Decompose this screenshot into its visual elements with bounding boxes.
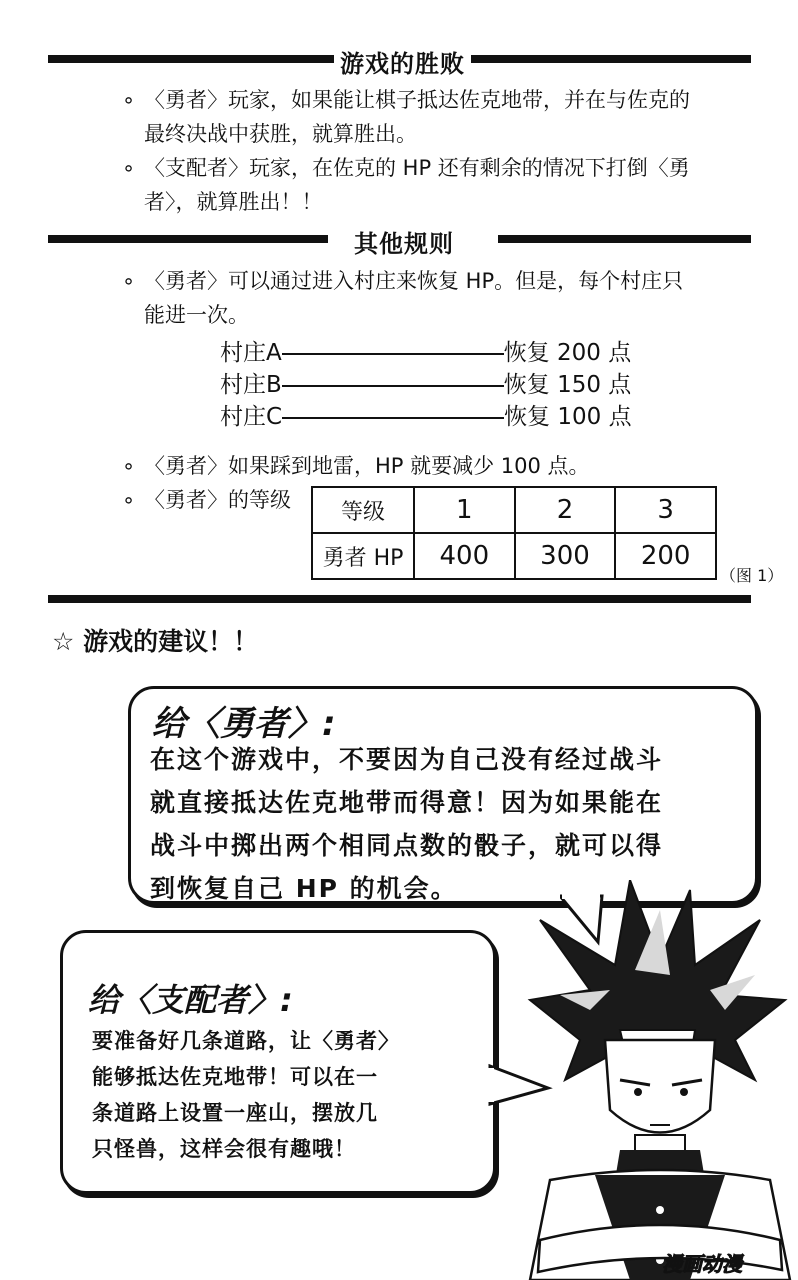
section-title-win-lose: 游戏的胜败 xyxy=(334,44,471,79)
bubble-line: 要准备好几条道路，让〈勇者〉 xyxy=(92,1029,400,1053)
table-cell: 等级 xyxy=(312,487,414,533)
bubble-title: 给〈支配者〉: xyxy=(88,981,293,1019)
table-cell: 勇者 HP xyxy=(312,533,414,579)
section-divider xyxy=(48,235,328,243)
leader-line xyxy=(282,353,504,355)
village-row: 村庄C 恢复 100 点 xyxy=(220,404,632,430)
table-cell: 3 xyxy=(615,487,716,533)
section-title-other-rules: 其他规则 xyxy=(348,224,460,259)
table-row xyxy=(312,487,716,533)
leader-line xyxy=(282,417,504,419)
bubble-line: 条道路上设置一座山，摆放几 xyxy=(92,1101,378,1125)
advice-heading: ☆ 游戏的建议！！ xyxy=(52,627,259,656)
table-cell: 1 xyxy=(414,487,515,533)
table-cell: 300 xyxy=(515,533,616,579)
rule-bullet: ∘ 〈支配者〉玩家，在佐克的 HP 还有剩余的情况下打倒〈勇 xyxy=(122,152,690,184)
bubble-title: 给〈勇者〉: xyxy=(152,704,336,744)
rule-bullet: ∘ 〈勇者〉玩家，如果能让棋子抵达佐克地带，并在与佐克的 xyxy=(122,84,690,116)
bubble-line: 能够抵达佐克地带！可以在一 xyxy=(92,1065,378,1089)
bubble-line: 战斗中掷出两个相同点数的骰子，就可以得 xyxy=(150,831,664,860)
rule-bullet: ∘ 〈勇者〉的等级 xyxy=(122,484,291,516)
section-divider xyxy=(48,595,751,603)
bullet-icon: ∘ xyxy=(122,156,136,180)
rule-bullet-continued: 最终决战中获胜，就算胜出。 xyxy=(144,122,417,146)
bubble-line: 只怪兽，这样会很有趣哦！ xyxy=(92,1137,356,1161)
bullet-icon: ∘ xyxy=(122,454,136,478)
bullet-icon: ∘ xyxy=(122,88,136,112)
figure-caption: （图 1） xyxy=(720,566,784,585)
bullet-icon: ∘ xyxy=(122,488,136,512)
table-cell: 200 xyxy=(615,533,716,579)
level-table xyxy=(311,486,717,580)
bubble-tail xyxy=(488,1060,558,1120)
leader-line xyxy=(282,385,504,387)
bubble-line: 在这个游戏中，不要因为自己没有经过战斗 xyxy=(150,745,664,774)
table-row xyxy=(312,533,716,579)
bubble-line: 就直接抵达佐克地带而得意！因为如果能在 xyxy=(150,788,664,817)
village-row: 村庄A 恢复 200 点 xyxy=(220,340,632,366)
section-divider xyxy=(498,235,751,243)
rule-bullet: ∘ 〈勇者〉可以通过进入村庄来恢复 HP。但是，每个村庄只 xyxy=(122,265,683,297)
watermark-logo: 漫画动漫 xyxy=(662,1252,742,1276)
bullet-icon: ∘ xyxy=(122,269,136,293)
table-cell: 400 xyxy=(414,533,515,579)
bubble-line: 到恢复自己 HP 的机会。 xyxy=(150,874,458,903)
village-row: 村庄B 恢复 150 点 xyxy=(220,372,632,398)
rule-bullet: ∘ 〈勇者〉如果踩到地雷，HP 就要减少 100 点。 xyxy=(122,450,590,482)
rule-bullet-continued: 能进一次。 xyxy=(144,303,249,327)
rule-bullet-continued: 者〉，就算胜出！！ xyxy=(144,190,323,214)
table-cell: 2 xyxy=(515,487,616,533)
character-illustration xyxy=(520,880,798,1280)
